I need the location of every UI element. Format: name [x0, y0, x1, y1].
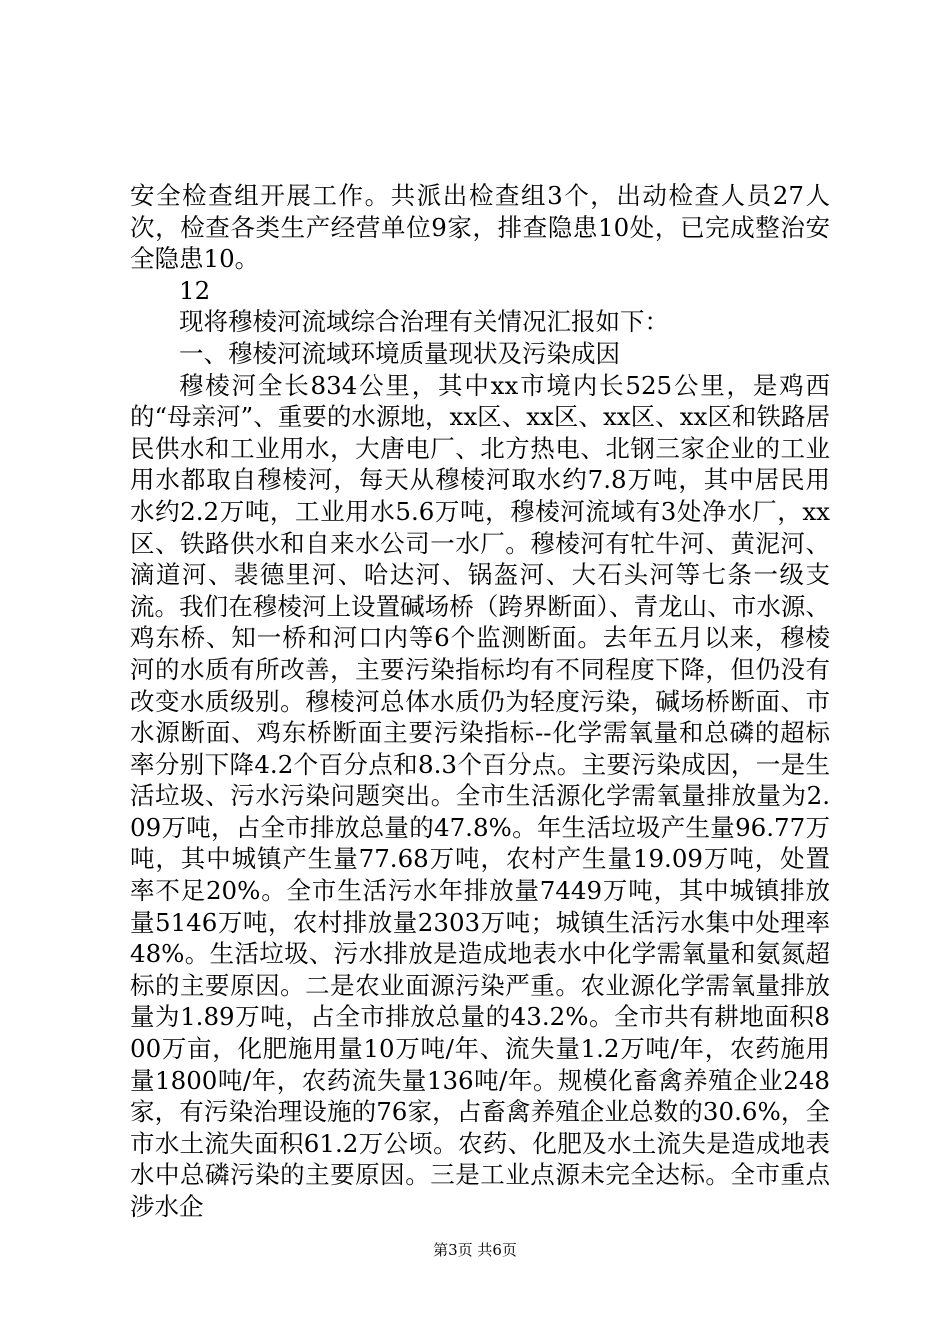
page-footer: 第3页 共6页: [433, 1241, 517, 1259]
paragraph-inspection-summary: 安全检查组开展工作。共派出检查组3个，出动检查人员27人次，检查各类生产经营单位9家，排查隐患10处，已完成整治安全隐患10。: [130, 181, 830, 274]
paragraph-river-details: 穆棱河全长834公里，其中xx市境内长525公里，是鸡西的“母亲河”、重要的水源地，xx区、xx区、xx区、xx区和铁路居民供水和工业用水，大唐电厂、北方热电、北钢三家企业的工业用水都取自穆棱河，每天从穆棱河取水约7.8万吨，其中居民用水约2.2万吨，工业用水5.6万吨，穆棱河流域有3处净水厂，xx区、铁路供水和自来水公司一水厂。穆棱河有牤牛河、黄泥河、滴道河、裴德里河、哈达河、锅盔河、大石头河等七条一级支流。我们在穆棱河上设置碱场桥（跨界断面）、青龙山、市水源、鸡东桥、知一桥和河口内等6个监测断面。去年五月以来，穆棱河的水质有所改善，主要污染指标均有不同程度下降，但仍没有改变水质级别。穆棱河总体水质仍为轻度污染，碱场桥断面、市水源断面、鸡东桥断面主要污染指标--化学需氧量和总磷的超标率分别下降4.2个百分点和8.3个百分点。主要污染成因，一是生活垃圾、污水污染问题突出。全市生活源化学需氧量排放量为2.09万吨，占全市排放总量的47.8%。年生活垃圾产生量96.77万吨，其中城镇产生量77.68万吨，农村产生量19.09万吨，处置率不足20%。全市生活污水年排放量7449万吨，其中城镇排放量5146万吨，农村排放量2303万吨；城镇生活污水集中处理率48%。生活垃圾、污水排放是造成地表水中化学需氧量和氨氮超标的主要原因。二是农业面源污染严重。农业源化学需氧量排放量为1.89万吨，占全市排放总量的43.2%。全市共有耕地面积800万亩，化肥施用量10万吨/年、流失量1.2万吨/年，农药施用量1800吨/年，农药流失量136吨/年。规模化畜禽养殖企业248家，有污染治理设施的76家，占畜禽养殖企业总数的30.6%，全市水土流失面积61.2万公顷。农药、化肥及水土流失是造成地表水中总磷污染的主要原因。三是工业点源未完全达标。全市重点涉水企: [130, 370, 830, 1221]
paragraph-report-intro: 现将穆棱河流域综合治理有关情况汇报如下：: [179, 307, 669, 337]
section-heading-river-status: 一、穆棱河流域环境质量现状及污染成因: [179, 338, 620, 368]
paragraph-number: 12: [179, 275, 211, 305]
document-body: [130, 180, 830, 1223]
